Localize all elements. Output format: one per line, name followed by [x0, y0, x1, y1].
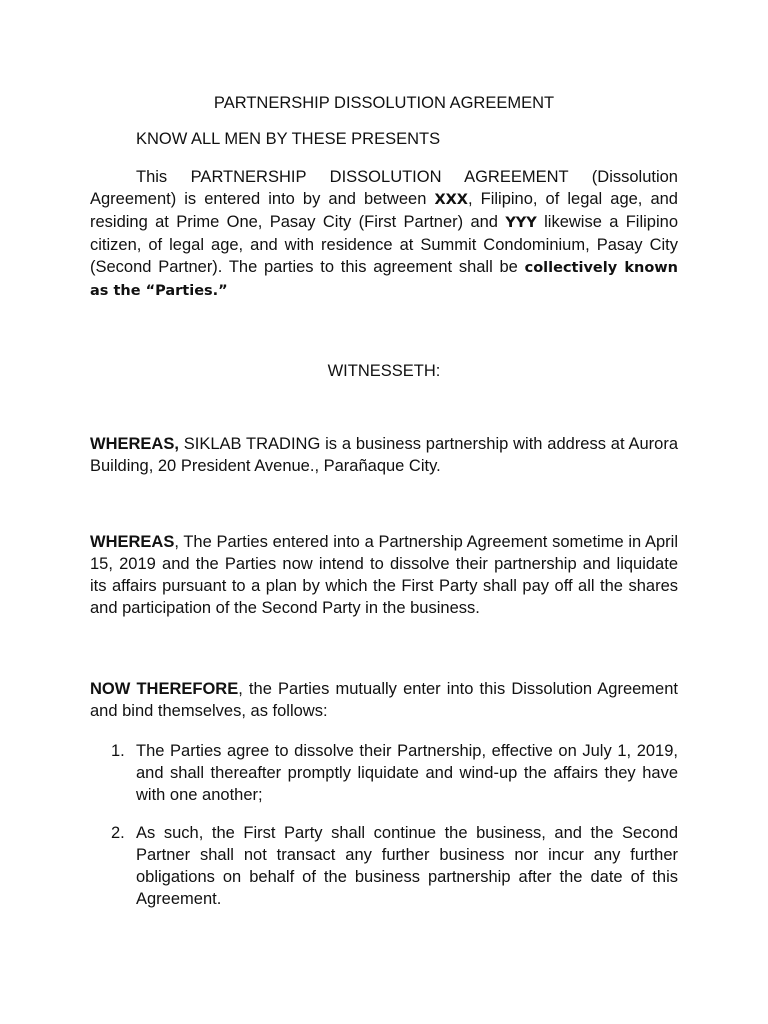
list-item-body	[90, 822, 678, 910]
list-item-number: 1.	[111, 742, 125, 760]
now-therefore-text: , the Parties mutually enter into this Dissolution Agreement and bind themselves, as follows:	[90, 680, 678, 720]
intro-paragraph	[90, 166, 678, 302]
whereas-clause-2	[90, 531, 678, 619]
whereas-1-lead: WHEREAS,	[90, 435, 179, 453]
list-item	[90, 740, 678, 806]
witnesseth-heading: WITNESSETH:	[327, 362, 441, 380]
list-item-number: 2.	[111, 824, 125, 842]
list-item-text: The Parties agree to dissolve their Partnership, effective on July 1, 2019, and shall thereafter promptly liquidate and wind-up the affairs they have with one another;	[136, 742, 678, 804]
know-all-men-heading: KNOW ALL MEN BY THESE PRESENTS	[136, 130, 441, 148]
second-party-name: YYY	[505, 215, 537, 231]
collective-term: collectively known as the “Parties.”	[90, 260, 678, 299]
now-therefore-lead: NOW THEREFORE	[90, 680, 239, 698]
whereas-2-lead: WHEREAS	[90, 533, 175, 551]
now-therefore-clause	[90, 678, 678, 722]
whereas-1-text: SIKLAB TRADING is a business partnership with address at Aurora Building, 20 President Avenue., Parañaque City.	[90, 435, 678, 475]
list-item-text: As such, the First Party shall continue the business, and the Second Partner shall not transact any further business nor incur any further obligations on behalf of the business partnership after the date of this Agreement.	[136, 824, 678, 908]
intro-text-1: This PARTNERSHIP DISSOLUTION AGREEMENT (Dissolution Agreement) is entered into by and between	[90, 168, 678, 208]
first-party-name: XXX	[434, 192, 468, 208]
intro-text-3: likewise a Filipino citizen, of legal age, and with residence at Summit Condominium, Pasay City (Second Partner). The parties to this agreement shall be	[90, 213, 679, 276]
whereas-clause-1	[90, 433, 678, 477]
document-title: PARTNERSHIP DISSOLUTION AGREEMENT	[213, 94, 555, 112]
whereas-2-text: , The Parties entered into a Partnership Agreement sometime in April 15, 2019 and the Parties now intend to dissolve their partnership and liquidate its affairs pursuant to a plan by which the First Party shall pay off all the shares and participation of the Second Party in the business.	[90, 533, 678, 617]
intro-text-2: , Filipino, of legal age, and residing at Prime One, Pasay City (First Partner) and	[90, 190, 678, 231]
list-item	[90, 822, 678, 910]
list-item-body	[90, 740, 678, 806]
